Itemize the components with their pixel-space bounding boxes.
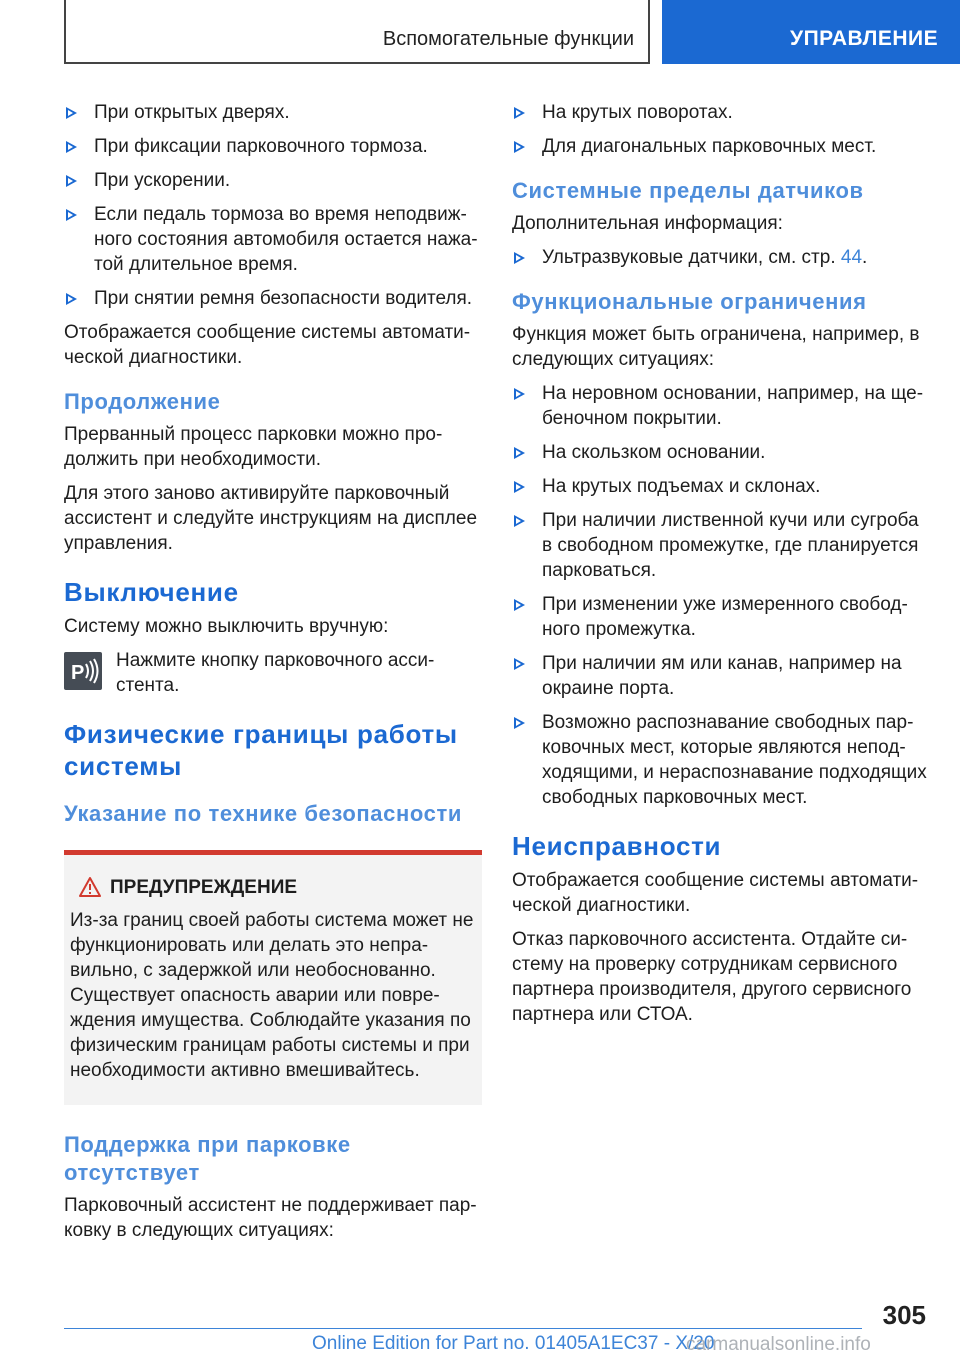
list-item: На крутых поворотах.: [512, 100, 930, 125]
triangle-bullet-icon: [514, 658, 525, 670]
faults-heading: Неисправности: [512, 831, 722, 861]
page-link[interactable]: 44: [840, 247, 863, 268]
list-item: Для диагональных парковочных мест.: [512, 134, 930, 159]
list-item: При наличии ям или канав, например на окраине порта.: [512, 651, 930, 701]
header-chapter-box: [662, 0, 960, 64]
triangle-bullet-icon: [514, 447, 525, 459]
no-support-heading: Поддержка при парковке отсутствует: [64, 1132, 351, 1185]
right-column: [512, 100, 930, 1036]
paragraph: Для этого заново активируйте парковочный ассистент и следуйте инструкциям на дисплее управления.: [64, 483, 478, 554]
warning-title: ПРЕДУПРЕЖДЕНИЕ: [70, 875, 476, 900]
triangle-bullet-icon: [66, 209, 77, 221]
list-item: На скользком основании.: [512, 440, 930, 465]
triangle-bullet-icon: [514, 599, 525, 611]
page-number: 305: [882, 1300, 926, 1330]
list-item: Возможно распознавание свободных пар-ковочных мест, которые являются непод-ходящими, и нераспознавание подходящих свободных парковочных мест.: [512, 710, 930, 810]
paragraph: Отказ парковочного ассистента. Отдайте си-стему на проверку сотрудникам сервисного партнера производителя, другого сервисного партнера или СТОА.: [512, 929, 912, 1025]
list-item: При открытых дверях.: [64, 100, 482, 125]
physical-limits-heading: Физические границы работы системы: [64, 719, 458, 781]
paragraph: Парковочный ассистент не поддерживает пар-ковку в следующих ситуациях:: [64, 1195, 477, 1241]
functional-limits-heading: Функциональные ограничения: [512, 289, 867, 314]
left-column: [64, 100, 482, 1252]
triangle-bullet-icon: [514, 107, 525, 119]
svg-text:P: P: [71, 662, 85, 684]
list-item: На крутых подъемах и склонах.: [512, 474, 930, 499]
triangle-bullet-icon: [514, 388, 525, 400]
triangle-bullet-icon: [66, 107, 77, 119]
safety-note-heading: Указание по технике безопасности: [64, 801, 462, 826]
list-item: При ускорении.: [64, 168, 482, 193]
continue-heading: Продолжение: [64, 389, 221, 414]
header-chapter-title: УПРАВЛЕНИЕ: [790, 27, 939, 50]
footer-edition-text: Online Edition for Part no. 01405A1EC37 - X/20: [312, 1333, 715, 1354]
off-heading: Выключение: [64, 577, 239, 607]
list-item: При наличии лиственной кучи или сугроба в свободном промежутке, где планируется парковаться.: [512, 508, 930, 583]
triangle-bullet-icon: [514, 515, 525, 527]
warning-text: Из-за границ своей работы система может не функционировать или делать это непра-вильно, с задержкой или необоснованно. Существует опасность аварии или повре-ждения имущества. Соблюдайте указания по физическим границам работы системы и при необходимости активно вмешивайтесь.: [70, 910, 474, 1081]
warning-triangle-icon: [78, 876, 102, 905]
triangle-bullet-icon: [514, 252, 525, 264]
header-section-title: Вспомогательные функции: [382, 28, 634, 50]
triangle-bullet-icon: [66, 141, 77, 153]
paragraph: Систему можно выключить вручную:: [64, 616, 389, 637]
paragraph: Функция может быть ограничена, например, в следующих ситуациях:: [512, 324, 920, 370]
list-item: При снятии ремня безопасности водителя.: [64, 286, 482, 311]
sensor-limits-heading: Системные пределы датчиков: [512, 178, 864, 203]
header-section-box: [64, 0, 650, 64]
list-item: Если педаль тормоза во время неподвиж-ного состояния автомобиля остается нажа-той длительное время.: [64, 202, 482, 277]
triangle-bullet-icon: [514, 141, 525, 153]
park-assist-button-icon: [64, 652, 102, 690]
watermark: carmanualsonline.info: [686, 1334, 871, 1355]
footer-rule: [64, 1328, 862, 1329]
triangle-bullet-icon: [66, 293, 77, 305]
list-item: На неровном основании, например, на ще-беночном покрытии.: [512, 381, 930, 431]
list-item: При изменении уже измеренного свобод-ного промежутка.: [512, 592, 930, 642]
triangle-bullet-icon: [514, 481, 525, 493]
paragraph: Дополнительная информация:: [512, 213, 783, 234]
triangle-bullet-icon: [514, 717, 525, 729]
list-item: При фиксации парковочного тормоза.: [64, 134, 482, 159]
triangle-bullet-icon: [66, 175, 77, 187]
paragraph: Отображается сообщение системы автомати-ческой диагностики.: [64, 322, 471, 368]
paragraph: Отображается сообщение системы автомати-ческой диагностики.: [512, 870, 919, 916]
paragraph: Прерванный процесс парковки можно про-должить при необходимости.: [64, 424, 443, 470]
park-button-instruction: P Нажмите кнопку парковочного асси-стента.: [64, 648, 482, 698]
list-item: Ультразвуковые датчики, см. стр. 44.: [512, 245, 930, 270]
warning-box: [64, 855, 482, 1105]
